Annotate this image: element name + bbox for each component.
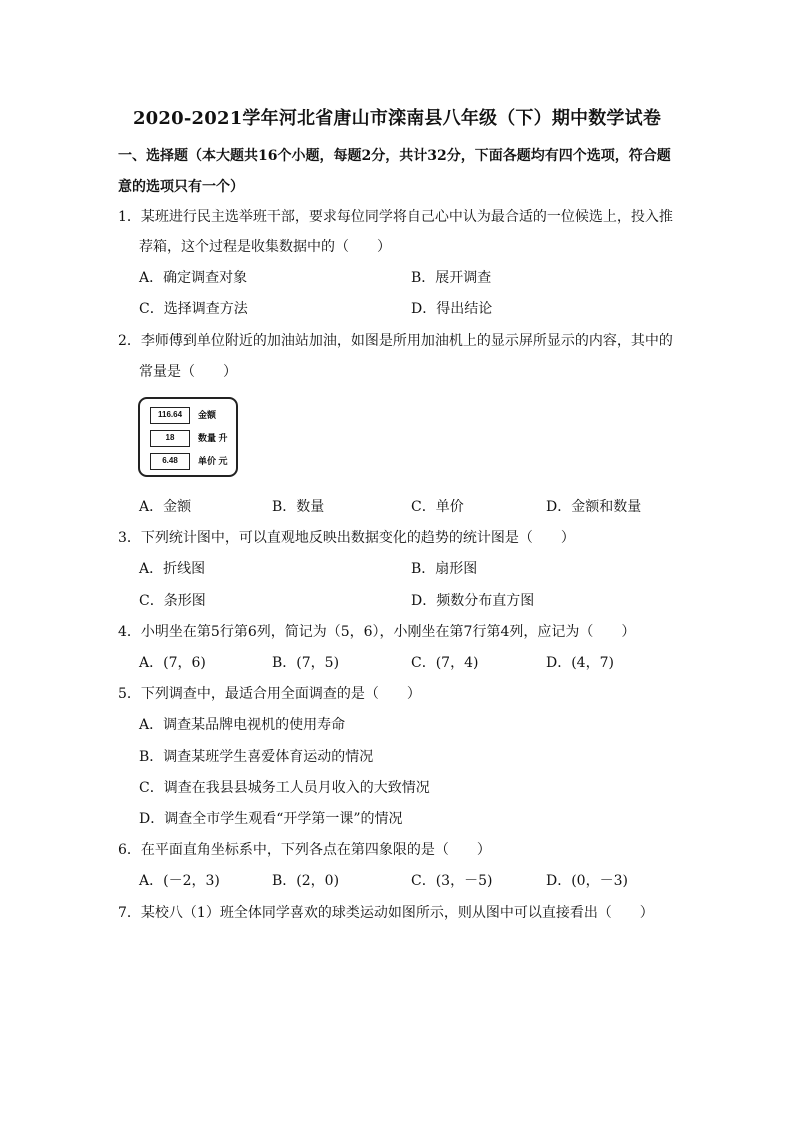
question-7-line-1: 7．某校八（1）班全体同学喜欢的球类运动如图所示，则从图中可以直接看出（ ） [118,905,654,921]
question-1-option-b: B．展开调查 [411,270,492,286]
question-2-option-b: B．数量 [272,499,325,515]
amount-value-box: 116.64 [150,407,190,424]
question-3-option-b: B．扇形图 [411,561,478,577]
fuel-pump-display [138,397,238,477]
question-4-option-a: A．(7，6) [139,655,206,671]
question-3-line-1: 3．下列统计图中，可以直观地反映出数据变化的趋势的统计图是（ ） [118,530,575,546]
unit-price-label: 单价 元 [198,456,228,466]
exam-title: 2020-2021学年河北省唐山市滦南县八年级（下）期中数学试卷 [132,108,662,129]
question-5-option-c: C．调查在我县县城务工人员月收入的大致情况 [139,780,430,796]
question-3-option-c: C．条形图 [139,593,206,609]
question-1-line-2: 荐箱，这个过程是收集数据中的（ ） [139,239,391,255]
question-4-option-d: D．(4，7) [546,655,614,671]
quantity-value-box: 18 [150,430,190,447]
question-3-option-d: D．频数分布直方图 [411,593,535,609]
question-2-option-d: D．金额和数量 [546,499,642,515]
question-6-option-a: A．(－2，3) [139,873,220,889]
question-4-option-c: C．(7，4) [411,655,479,671]
unit-price-value-box: 6.48 [150,453,190,470]
section-heading: 一、选择题（本大题共16个小题，每题2分，共计32分，下面各题均有四个选项，符合题意的选项只有一个） [118,148,671,195]
question-3-option-a: A．折线图 [139,561,206,577]
question-1-line-1: 1．某班进行民主选举班干部，要求每位同学将自己心中认为最合适的一位候选上，投入推 [118,209,673,225]
question-2-option-c: C．单价 [411,499,464,515]
quantity-label: 数量 升 [198,433,228,443]
question-2-option-a: A．金额 [139,499,192,515]
question-5-line-1: 5．下列调查中，最适合用全面调查的是（ ） [118,686,421,702]
question-1-option-d: D．得出结论 [411,301,493,317]
question-4-option-b: B．(7，5) [272,655,340,671]
question-6-option-c: C．(3，－5) [411,873,493,889]
amount-label: 金额 [198,410,217,420]
question-2-line-2: 常量是（ ） [139,364,237,380]
question-6-option-b: B．(2，0) [272,873,340,889]
question-5-option-d: D．调查全市学生观看“开学第一课”的情况 [139,811,403,827]
question-2-line-1: 2．李师傅到单位附近的加油站加油，如图是所用加油机上的显示屏所显示的内容，其中的 [118,333,673,349]
question-5-option-a: A．调查某品牌电视机的使用寿命 [139,717,346,733]
question-6-option-d: D．(0，－3) [546,873,628,889]
question-1-option-c: C．选择调查方法 [139,301,248,317]
question-6-line-1: 6．在平面直角坐标系中，下列各点在第四象限的是（ ） [118,842,491,858]
question-1-option-a: A．确定调查对象 [139,270,248,286]
question-5-option-b: B．调查某班学生喜爱体育运动的情况 [139,749,374,765]
question-4-line-1: 4．小明坐在第5行第6列，简记为（5，6），小刚坐在第7行第4列，应记为（ ） [118,624,636,640]
